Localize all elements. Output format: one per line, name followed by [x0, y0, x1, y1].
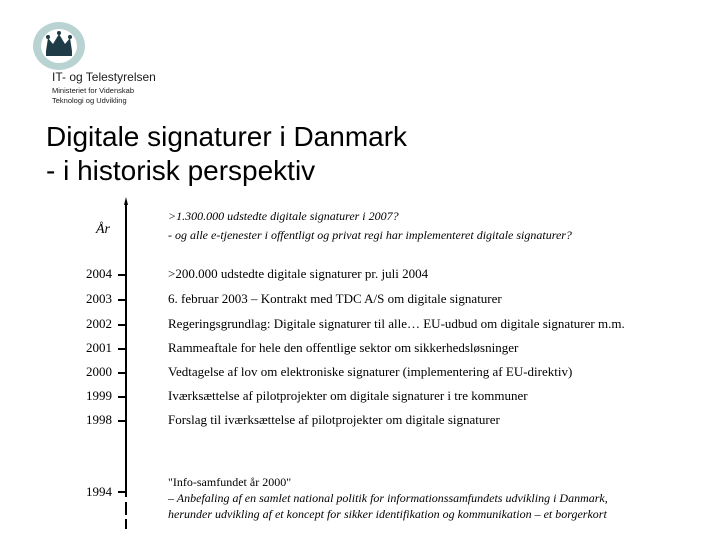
year-label: 2000 — [86, 364, 112, 379]
future-event-line-1: >1.300.000 udstedte digitale signaturer i 2007? — [168, 209, 399, 223]
year-label: 2003 — [86, 291, 112, 306]
future-event-line-2: - og alle e-tjenester i offentligt og privat regi har implementeret digitale signaturer? — [168, 228, 572, 242]
year-label: 1998 — [86, 412, 112, 427]
year-label: 2004 — [86, 266, 112, 281]
organization-subtitle-line-2: Teknologi og Udvikling — [52, 96, 127, 105]
page-title — [46, 120, 407, 188]
year-label: 2001 — [86, 340, 112, 355]
tick-2000 — [118, 372, 126, 374]
organization-name: IT- og Telestyrelsen — [52, 70, 156, 84]
future-event — [168, 207, 572, 245]
event-1994-title: "Info-samfundet år 2000" — [168, 475, 292, 489]
event-1994-line-2: – Anbefaling af en samlet national politik for informationssamfundets udvikling i Danmark, — [168, 491, 608, 505]
year-label: 1994 — [86, 484, 112, 499]
year-label: 2002 — [86, 316, 112, 331]
title-line-1: Digitale signaturer i Danmark — [46, 121, 408, 152]
tick-2001 — [118, 348, 126, 350]
event-text-1994 — [168, 474, 608, 522]
title-line-2: - i historisk perspektiv — [46, 155, 316, 186]
year-label: 1999 — [86, 388, 112, 403]
tick-2002 — [118, 324, 126, 326]
event-text: Vedtagelse af lov om elektroniske signaturer (implementering af EU-direktiv) — [168, 364, 573, 379]
event-text: >200.000 udstedte digitale signaturer pr. juli 2004 — [168, 266, 429, 281]
timeline-axis — [124, 197, 128, 529]
event-text: Iværksættelse af pilotprojekter om digitale signaturer i tre kommuner — [168, 388, 528, 403]
organization-subtitle — [52, 86, 134, 106]
event-text: Forslag til iværksættelse af pilotprojekter om digitale signaturer — [168, 412, 500, 427]
tick-2003 — [118, 299, 126, 301]
event-text: 6. februar 2003 – Kontrakt med TDC A/S om digitale signaturer — [168, 291, 502, 306]
tick-1994 — [118, 491, 126, 493]
agency-logo — [30, 18, 88, 74]
event-1994-line-3: herunder udvikling af et koncept for sikker identifikation og kommunikation – et borgerkort — [168, 507, 607, 521]
tick-1999 — [118, 396, 126, 398]
organization-subtitle-line-1: Ministeriet for Videnskab — [52, 86, 134, 95]
tick-2004 — [118, 274, 126, 276]
tick-1998 — [118, 420, 126, 422]
event-text: Regeringsgrundlag: Digitale signaturer til alle… EU-udbud om digitale signaturer m.m. — [168, 316, 625, 331]
axis-label: År — [96, 222, 110, 237]
event-text: Rammeaftale for hele den offentlige sektor om sikkerhedsløsninger — [168, 340, 519, 355]
